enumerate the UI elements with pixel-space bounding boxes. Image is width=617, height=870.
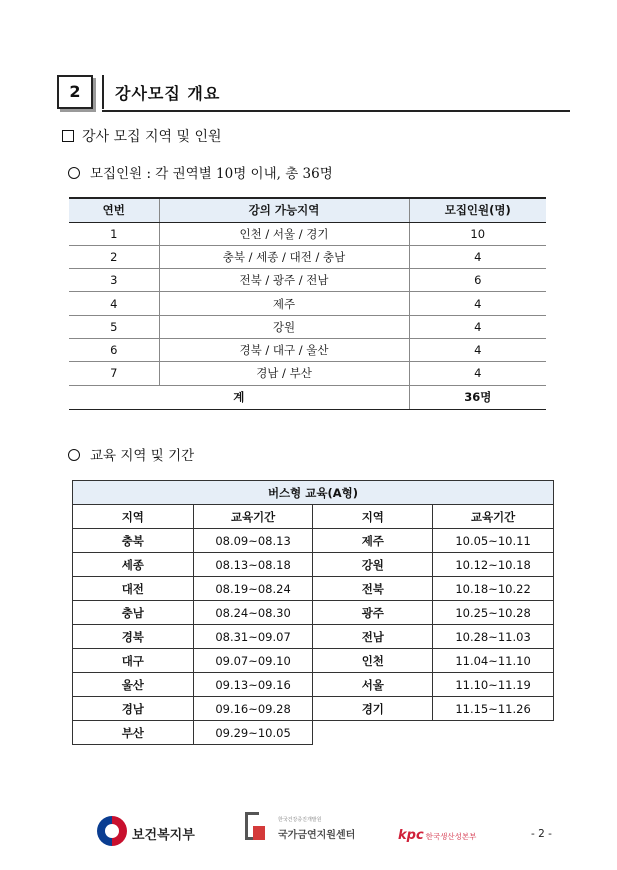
header-cell: 강의 가능지역 [159, 198, 409, 222]
period-cell: 11.04~11.10 [433, 649, 554, 673]
section-underline [102, 110, 570, 112]
region-cell: 서울 [313, 673, 433, 697]
bullet-schedule [68, 444, 194, 464]
region-cell: 전북 [313, 577, 433, 601]
region-cell: 인천 [313, 649, 433, 673]
region-cell: 경기 [313, 697, 433, 721]
period-cell: 10.18~10.22 [433, 577, 554, 601]
square-bullet-icon [62, 130, 74, 142]
kpc-logo [398, 824, 476, 843]
table-total-row [69, 385, 546, 409]
circle-bullet-icon [68, 167, 80, 179]
recruit-table [69, 197, 546, 410]
circle-bullet-icon [68, 449, 80, 461]
period-cell: 10.12~10.18 [433, 553, 554, 577]
header-cell: 교육기간 [193, 505, 313, 529]
section-divider [102, 75, 104, 109]
table-row [73, 529, 554, 553]
kpc-mark: kpc [398, 828, 424, 843]
period-cell: 08.31~09.07 [193, 625, 313, 649]
cell: 5 [69, 315, 159, 338]
table-header-row [69, 198, 546, 222]
period-cell: 08.24~08.30 [193, 601, 313, 625]
empty-cell [313, 721, 554, 745]
region-cell: 세종 [73, 553, 194, 577]
region-cell: 울산 [73, 673, 194, 697]
table-row [73, 721, 554, 745]
cell: 인천 / 서울 / 경기 [159, 222, 409, 245]
bullet-recruit-count [68, 162, 333, 182]
cell: 6 [409, 269, 546, 292]
region-cell: 강원 [313, 553, 433, 577]
region-cell: 전남 [313, 625, 433, 649]
period-cell: 09.16~09.28 [193, 697, 313, 721]
region-cell: 제주 [313, 529, 433, 553]
cell: 4 [409, 245, 546, 268]
footer [0, 808, 617, 852]
ministry-logo-text: 보건복지부 [132, 828, 195, 843]
cell: 충북 / 세종 / 대전 / 충남 [159, 245, 409, 268]
table-row [69, 338, 546, 361]
header-cell: 교육기간 [433, 505, 554, 529]
header-cell: 지역 [73, 505, 194, 529]
region-cell: 대전 [73, 577, 194, 601]
period-cell: 11.10~11.19 [433, 673, 554, 697]
cell: 강원 [159, 315, 409, 338]
total-label: 계 [69, 385, 409, 409]
region-cell: 부산 [73, 721, 194, 745]
center-logo-text: 국가금연지원센터 [278, 830, 356, 841]
taegeuk-emblem-icon [97, 816, 127, 846]
region-cell: 광주 [313, 601, 433, 625]
center-logo-subtext: 한국건강증진개발원 [278, 817, 322, 823]
table-row [69, 245, 546, 268]
cell: 4 [409, 362, 546, 385]
schedule-table [72, 480, 554, 745]
cell: 4 [409, 338, 546, 361]
cell: 4 [69, 292, 159, 315]
table-row [69, 315, 546, 338]
table-row [69, 222, 546, 245]
page-number: - 2 - [531, 828, 552, 840]
period-cell: 08.13~08.18 [193, 553, 313, 577]
table-row [73, 601, 554, 625]
table-caption-row [73, 481, 554, 505]
subheading-text: 강사 모집 지역 및 인원 [82, 129, 222, 145]
table-row [73, 697, 554, 721]
region-cell: 대구 [73, 649, 194, 673]
period-cell: 09.29~10.05 [193, 721, 313, 745]
section-number: 2 [57, 75, 93, 109]
header-cell: 지역 [313, 505, 433, 529]
total-value: 36명 [409, 385, 546, 409]
cell: 7 [69, 362, 159, 385]
header-cell: 모집인원(명) [409, 198, 546, 222]
section-header [57, 73, 570, 113]
table-row [69, 362, 546, 385]
period-cell: 09.07~09.10 [193, 649, 313, 673]
bullet-text: 모집인원 : 각 권역별 10명 이내, 총 36명 [90, 166, 333, 182]
table-row [73, 625, 554, 649]
cell: 1 [69, 222, 159, 245]
cell: 2 [69, 245, 159, 268]
cell: 3 [69, 269, 159, 292]
cell: 4 [409, 292, 546, 315]
period-cell: 11.15~11.26 [433, 697, 554, 721]
table-row [73, 673, 554, 697]
table-row [73, 553, 554, 577]
table-row [73, 649, 554, 673]
table-row [73, 577, 554, 601]
cell: 4 [409, 315, 546, 338]
cell: 6 [69, 338, 159, 361]
table-row [69, 269, 546, 292]
subheading [62, 126, 222, 146]
cell: 전북 / 광주 / 전남 [159, 269, 409, 292]
section-title: 강사모집 개요 [115, 84, 221, 103]
cell: 10 [409, 222, 546, 245]
period-cell: 08.19~08.24 [193, 577, 313, 601]
region-cell: 충북 [73, 529, 194, 553]
period-cell: 10.25~10.28 [433, 601, 554, 625]
table-caption: 버스형 교육(A형) [73, 481, 554, 505]
table-row [69, 292, 546, 315]
cell: 경남 / 부산 [159, 362, 409, 385]
period-cell: 10.28~11.03 [433, 625, 554, 649]
period-cell: 08.09~08.13 [193, 529, 313, 553]
center-mark-accent-icon [253, 826, 265, 840]
period-cell: 09.13~09.16 [193, 673, 313, 697]
period-cell: 10.05~10.11 [433, 529, 554, 553]
kpc-logo-text: 한국생산성본부 [425, 832, 477, 841]
region-cell: 충남 [73, 601, 194, 625]
cell: 경북 / 대구 / 울산 [159, 338, 409, 361]
bullet-text: 교육 지역 및 기간 [90, 448, 195, 464]
header-cell: 연번 [69, 198, 159, 222]
cell: 제주 [159, 292, 409, 315]
region-cell: 경북 [73, 625, 194, 649]
table-header-row [73, 505, 554, 529]
region-cell: 경남 [73, 697, 194, 721]
